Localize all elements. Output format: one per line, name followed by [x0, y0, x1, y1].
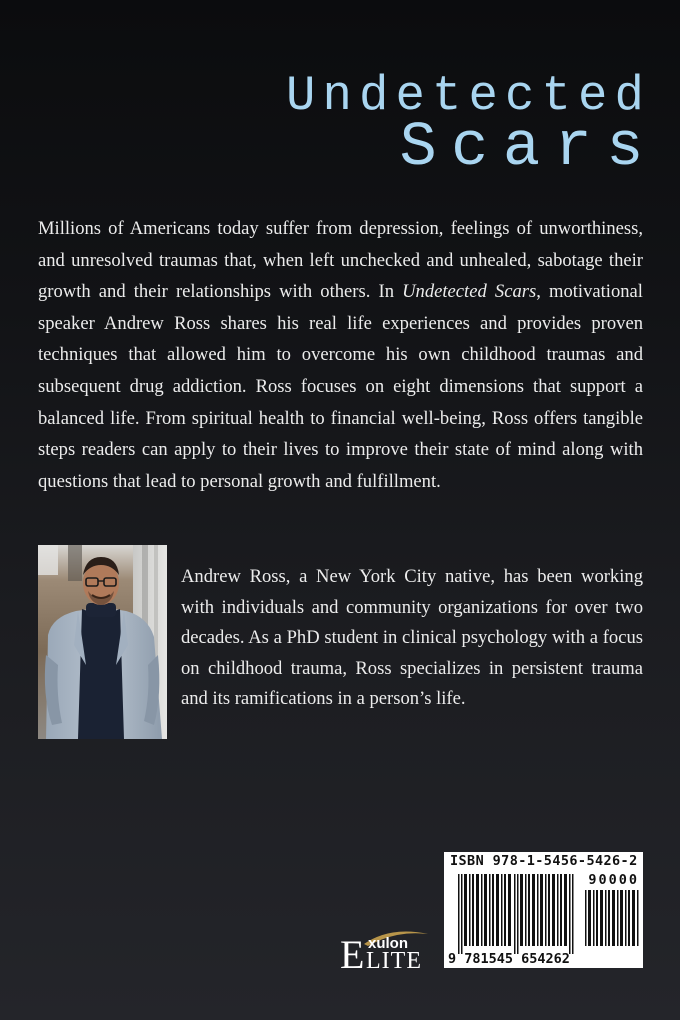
ean-digits: 9 781545 654262: [448, 951, 570, 967]
price-code: 90000: [588, 872, 639, 888]
publisher-logo-xulon-elite: [338, 924, 430, 972]
blurb-text-part-2: , motivational speaker Andrew Ross shares his real life experiences and provides proven techniques that allowed him to overcome his own childhood traumas and subsequent drug addiction. Ross focuses on eight dimensions that support a balanced life. From spiritual health to financial well-being, Ross offers tangible steps readers can apply to their lives to improve their state of mind along with questions that lead to personal growth and fulfillment.: [38, 281, 643, 492]
author-portrait-illustration: [38, 545, 167, 739]
blurb-book-title: Undetected Scars: [402, 281, 537, 303]
isbn-label: ISBN 978-1-5456-5426-2: [450, 853, 638, 869]
book-title-line-1: Undetected: [285, 68, 651, 124]
xulon-elite-logo-icon: [338, 924, 430, 972]
barcode-addon-bars-icon: [585, 890, 639, 946]
logo-big-letter: E: [340, 932, 365, 972]
logo-script-text: xulon: [368, 935, 408, 952]
book-title-line-2: Scars: [399, 112, 658, 183]
book-description: [38, 213, 643, 497]
isbn-barcode: [444, 852, 643, 968]
barcode-bars-icon: [458, 874, 576, 954]
author-photo: [38, 545, 167, 739]
logo-small-letters: LITE: [366, 948, 422, 972]
blurb-text-part-1: Millions of Americans today suffer from depression, feelings of unworthiness, and unresolved traumas that, when left unchecked and unhealed, sabotage their growth and their relationships with others. In: [38, 218, 643, 303]
author-bio: Andrew Ross, a New York City native, has been working with individuals and community organizations for over two decades. As a PhD student in clinical psychology with a focus on childhood trauma, Ross specializes in persistent trauma and its ramifications in a person’s life.: [181, 566, 643, 710]
